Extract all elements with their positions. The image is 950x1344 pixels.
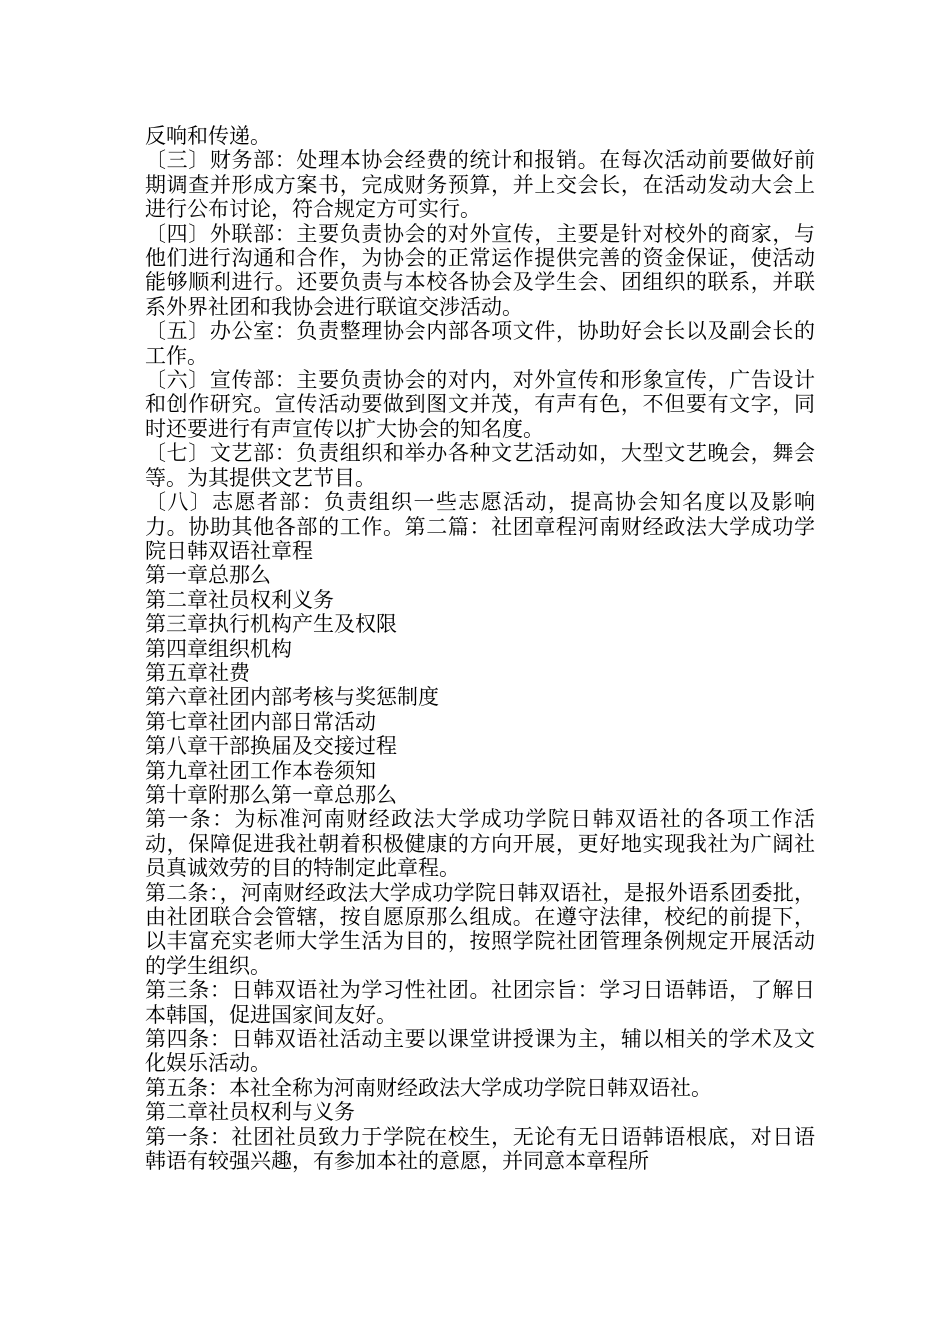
chapter-list-item: 第四章组织机构 <box>145 636 292 661</box>
paragraph-finance-dept: 〔三〕财务部：处理本协会经费的统计和报销。在每次活动前要做好前期调查并形成方案书，完成财务预算，并上交会长，在活动发动大会上进行公布讨论，符合规定方可实行。 <box>145 148 815 222</box>
chapter-list-item: 第五章社费 <box>145 660 250 685</box>
chapter-list-item: 第三章执行机构产生及权限 <box>145 612 397 637</box>
chapter-list-item: 第二章社员权利义务 <box>145 587 334 612</box>
article-paragraph: 第二条：，河南财经政法大学成功学院日韩双语社，是报外语系团委批，由社团联合会管辖，按自愿原那么组成。在遵守法律，校纪的前提下，以丰富充实老师大学生活为目的，按照学院社团管理条例规定开展活动的学生组织。 <box>145 880 815 978</box>
chapter-list-item: 第八章干部换届及交接过程 <box>145 734 397 759</box>
article-paragraph: 第一条：为标准河南财经政法大学成功学院日韩双语社的各项工作活动，保障促进我社朝着积极健康的方向开展，更好地实现我社为广阔社员真诚效劳的目的特制定此章程。 <box>145 807 815 881</box>
paragraph-external-dept: 〔四〕外联部：主要负责协会的对外宣传，主要是针对校外的商家，与他们进行沟通和合作，为协会的正常运作提供完善的资金保证，使活动能够顺利进行。还要负责与本校各协会及学生会、团组织的联系，并联系外界社团和我协会进行联谊交涉活动。 <box>145 221 815 319</box>
paragraph-1: 反响和传递。 <box>145 124 271 148</box>
chapter-list-item: 第六章社团内部考核与奖惩制度 <box>145 685 439 710</box>
chapter-list-item: 第十章附那么第一章总那么 <box>145 782 397 807</box>
paragraph-publicity-dept: 〔六〕宣传部：主要负责协会的对内，对外宣传和形象宣传，广告设计和创作研究。宣传活动要做到图文并茂，有声有色，不但要有文字，同时还要进行有声宣传以扩大协会的知名度。 <box>145 368 815 441</box>
paragraph-office: 〔五〕办公室：负责整理协会内部各项文件，协助好会长以及副会长的工作。 <box>145 319 815 368</box>
chapter-list-item: 第一章总那么 <box>145 563 271 588</box>
paragraph-arts-dept: 〔七〕文艺部：负责组织和举办各种文艺活动如，大型文艺晚会，舞会等。为其提供文艺节目。 <box>145 441 815 490</box>
document-body <box>145 124 815 1173</box>
article-paragraph: 第四条：日韩双语社活动主要以课堂讲授课为主，辅以相关的学术及文化娱乐活动。 <box>145 1027 815 1076</box>
article-paragraph: 第三条：日韩双语社为学习性社团。社团宗旨：学习日语韩语，了解日本韩国，促进国家间友好。 <box>145 978 815 1027</box>
paragraph-volunteer-dept: 〔八〕志愿者部：负责组织一些志愿活动，提高协会知名度以及影响力。协助其他各部的工作。第二篇：社团章程河南财经政法大学成功学院日韩双语社章程 <box>145 490 815 563</box>
chapter-list-item: 第九章社团工作本卷须知 <box>145 758 376 783</box>
chapter-heading: 第二章社员权利与义务 <box>145 1100 355 1125</box>
chapter-list-item: 第七章社团内部日常活动 <box>145 709 376 734</box>
article-paragraph: 第五条：本社全称为河南财经政法大学成功学院日韩双语社。 <box>145 1075 712 1100</box>
article-paragraph: 第一条：社团社员致力于学院在校生，无论有无日语韩语根底，对日语韩语有较强兴趣，有参加本社的意愿，并同意本章程所 <box>145 1124 815 1174</box>
